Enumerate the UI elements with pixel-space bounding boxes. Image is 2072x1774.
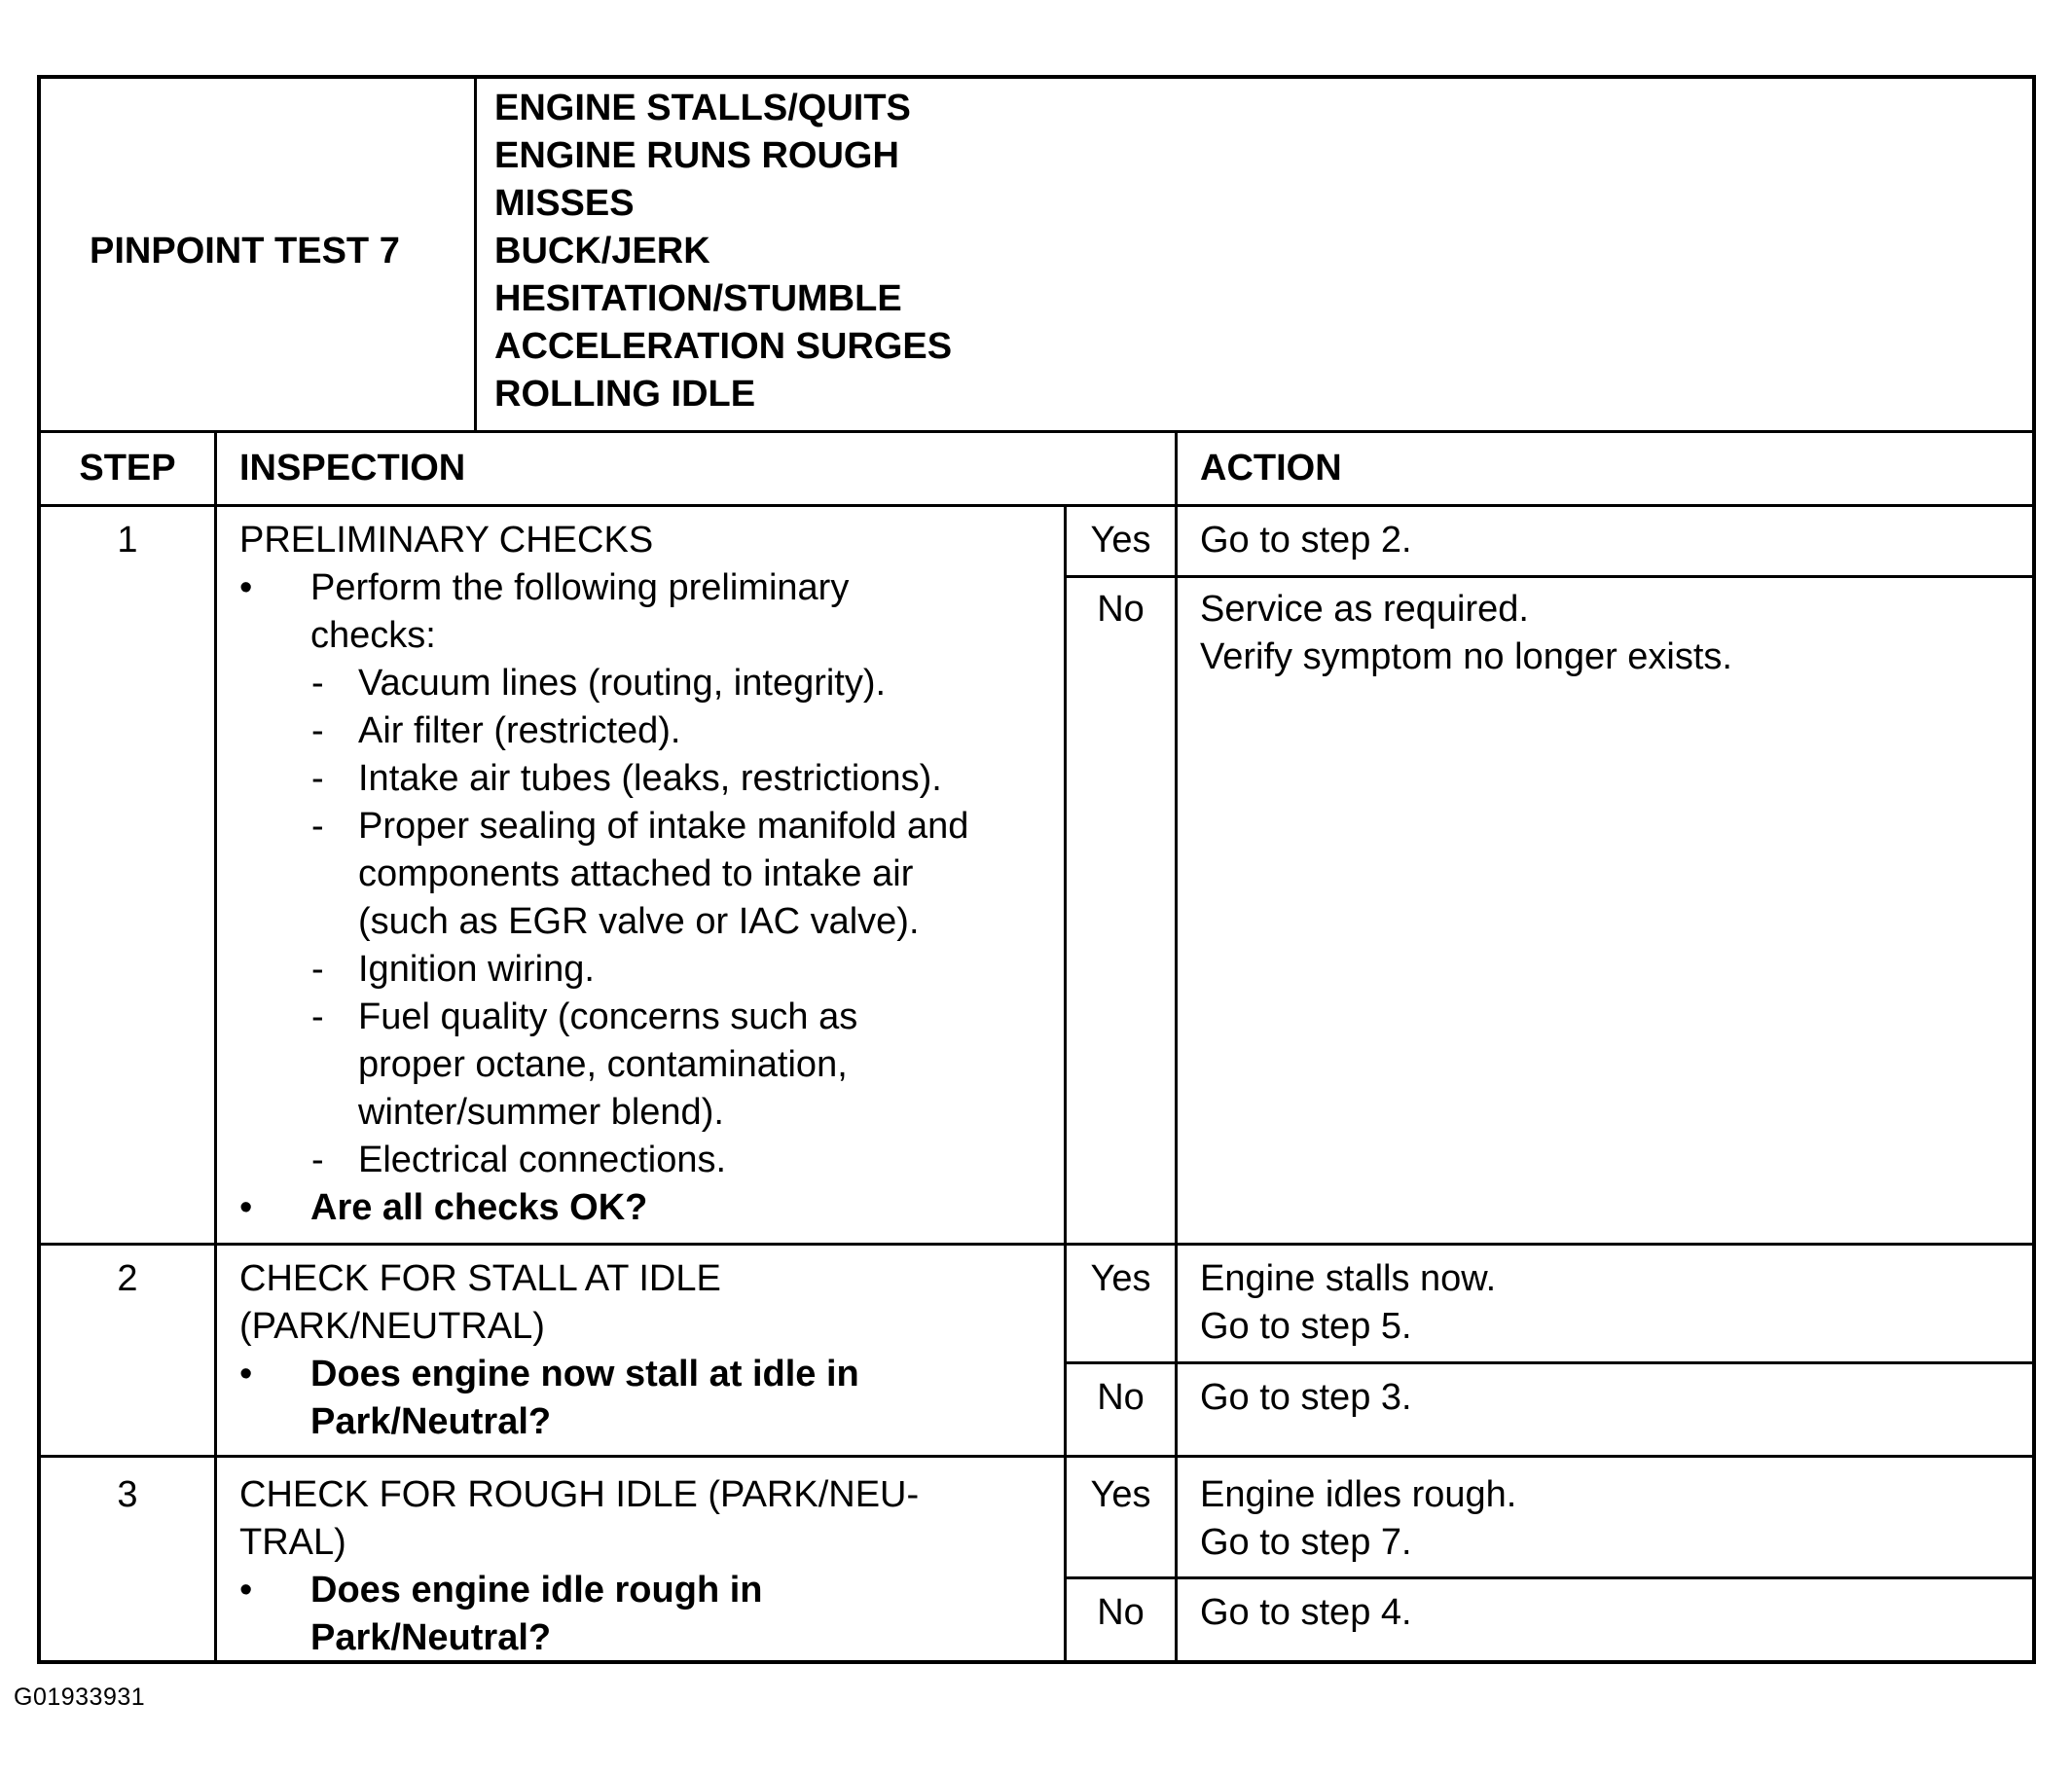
rule-below-title (37, 430, 2036, 433)
subitem-text: winter/summer blend). (358, 1092, 724, 1133)
inspection-text: checks: (310, 615, 436, 656)
bullet-icon: • (239, 1354, 253, 1394)
dash-icon: - (311, 758, 324, 799)
rule-below-step1 (37, 1243, 2036, 1246)
dash-icon: - (311, 1140, 324, 1180)
column-header-inspection: INSPECTION (239, 448, 466, 489)
symptom-4: BUCK/JERK (494, 231, 710, 272)
rule-below-step2 (37, 1455, 2036, 1458)
no-label: No (1097, 1377, 1145, 1418)
dash-icon: - (311, 806, 324, 847)
no-action: Service as required. (1200, 589, 1529, 630)
symptom-6: ACCELERATION SURGES (494, 326, 953, 367)
yes-action: Go to step 5. (1200, 1306, 1412, 1347)
no-action: Go to step 4. (1200, 1592, 1412, 1633)
rule-below-headers (37, 504, 2036, 507)
symptom-2: ENGINE RUNS ROUGH (494, 135, 899, 176)
yes-action: Go to step 7. (1200, 1522, 1412, 1563)
inspection-question: Are all checks OK? (310, 1187, 648, 1228)
step-title: PRELIMINARY CHECKS (239, 520, 654, 561)
subitem-text: Electrical connections. (358, 1140, 727, 1180)
inspection-question: Park/Neutral? (310, 1617, 552, 1658)
yes-label: Yes (1090, 1474, 1151, 1515)
yes-label: Yes (1090, 520, 1151, 561)
step-number: 3 (117, 1474, 138, 1515)
no-action: Go to step 3. (1200, 1377, 1412, 1418)
dash-icon: - (311, 663, 324, 704)
no-label: No (1097, 1592, 1145, 1633)
yes-label: Yes (1090, 1258, 1151, 1299)
column-header-step: STEP (79, 448, 176, 489)
inspection-text: Perform the following preliminary (310, 567, 850, 608)
no-label: No (1097, 589, 1145, 630)
subitem-text: Proper sealing of intake manifold and (358, 806, 969, 847)
rule-action-column (1175, 430, 1178, 1664)
step-number: 2 (117, 1258, 138, 1299)
subitem-text: proper octane, contamination, (358, 1044, 848, 1085)
symptom-1: ENGINE STALLS/QUITS (494, 88, 911, 128)
symptom-7: ROLLING IDLE (494, 374, 756, 415)
step-number: 1 (117, 520, 138, 561)
bullet-icon: • (239, 1570, 253, 1611)
yes-action: Engine idles rough. (1200, 1474, 1517, 1515)
subitem-text: Vacuum lines (routing, integrity). (358, 663, 887, 704)
step-title: (PARK/NEUTRAL) (239, 1306, 545, 1347)
dash-icon: - (311, 710, 324, 751)
rule-title-divider (474, 75, 477, 431)
symptom-5: HESITATION/STUMBLE (494, 278, 902, 319)
step-title: TRAL) (239, 1522, 346, 1563)
inspection-question: Does engine now stall at idle in (310, 1354, 859, 1394)
inspection-question: Park/Neutral? (310, 1401, 552, 1442)
yes-action: Go to step 2. (1200, 520, 1412, 561)
subitem-text: Intake air tubes (leaks, restrictions). (358, 758, 942, 799)
dash-icon: - (311, 996, 324, 1037)
bullet-icon: • (239, 567, 253, 608)
symptom-3: MISSES (494, 183, 635, 224)
dash-icon: - (311, 949, 324, 990)
subitem-text: (such as EGR valve or IAC valve). (358, 901, 920, 942)
rule-step3-yes-no (1064, 1576, 2036, 1579)
step-title: CHECK FOR STALL AT IDLE (239, 1258, 721, 1299)
step-title: CHECK FOR ROUGH IDLE (PARK/NEU- (239, 1474, 920, 1515)
bullet-icon: • (239, 1187, 253, 1228)
rule-step-column (214, 430, 217, 1664)
test-name: PINPOINT TEST 7 (90, 231, 400, 272)
yes-action: Engine stalls now. (1200, 1258, 1497, 1299)
column-header-action: ACTION (1200, 448, 1342, 489)
figure-code: G01933931 (14, 1683, 146, 1711)
subitem-text: components attached to intake air (358, 853, 914, 894)
inspection-question: Does engine idle rough in (310, 1570, 763, 1611)
subitem-text: Ignition wiring. (358, 949, 595, 990)
subitem-text: Fuel quality (concerns such as (358, 996, 858, 1037)
no-action: Verify symptom no longer exists. (1200, 636, 1732, 677)
subitem-text: Air filter (restricted). (358, 710, 681, 751)
rule-step1-yes-no (1064, 575, 2036, 578)
rule-step2-yes-no (1064, 1361, 2036, 1364)
